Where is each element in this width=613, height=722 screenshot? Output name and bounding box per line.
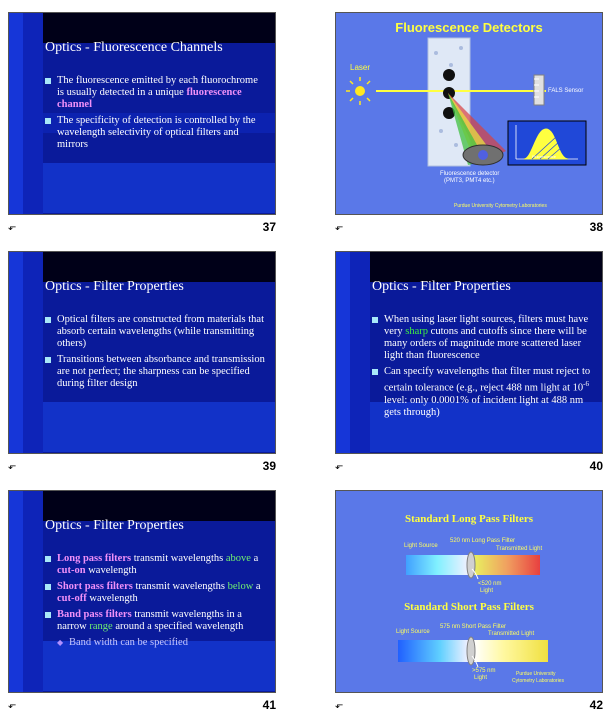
slide-number: 40 [589,459,603,473]
slide-footer [8,698,276,718]
slide-left-bar [23,252,43,453]
cell-particle-icon [443,87,455,99]
slide-number: 39 [262,459,276,473]
slide-title: Optics - Fluorescence Channels [45,40,223,55]
slide-41-cell [8,490,276,722]
slide-footer [335,220,603,240]
slide-39[interactable] [8,251,276,454]
notes-icon[interactable]: ⬐ [335,222,344,233]
sp-source-label: Light Source [396,629,430,635]
short-pass-output-beam [474,640,548,662]
bullet-item: When using laser light sources, filters must have very sharp cutons and cutoffs since there will be many orders of magnitude more scattered laser light than fluorescence [372,314,594,362]
sub-bullet-item: ◆ Band width can be specified [45,637,267,649]
slide-37[interactable] [8,12,276,215]
credit-text: Purdue University [516,671,556,677]
detector-label: Fluorescence detector [440,171,500,177]
notes-icon[interactable]: ⬐ [8,700,17,711]
bullet-list [372,314,594,423]
slide-footer [335,459,603,479]
bullet-list [45,314,267,394]
bullet-item: Short pass filters transmit wavelengths below a cut-off wavelength [45,581,267,605]
slide-left-bar [9,491,23,692]
bullet-item: Band pass filters transmit wavelengths in a narrow range around a specified wavelength [45,609,267,633]
slide-40[interactable] [335,251,603,454]
laser-source-icon [355,86,365,96]
laser-label: Laser [350,63,371,72]
slide-number: 41 [262,698,276,712]
histogram-axis-label: Fluorescence [532,154,557,159]
lp-blocked-label: Light [480,588,494,594]
slide-42[interactable] [335,490,603,693]
notes-icon[interactable]: ⬐ [8,222,17,233]
long-pass-input-beam [406,555,468,575]
bullet-item: Optical filters are constructed from materials that absorb certain wavelengths (while transmitting others) [45,314,267,350]
slide-38-cell [335,12,603,244]
slide-title: Optics - Filter Properties [45,279,184,294]
long-pass-output-beam [474,555,540,575]
slide-left-bar [9,13,23,214]
bullet-item: Can specify wavelengths that filter must reject to certain tolerance (e.g., reject 488 nm light at $10^{-6}$ level: only 0.0001% of incident light at 488 nm gets through) [372,366,594,419]
sp-filter-label: 575 nm Short Pass Filter [440,624,507,630]
slide-left-bar [336,252,350,453]
sp-transmitted-label: Transmitted Light [488,631,535,637]
bullet-item: Transitions between absorbance and transmission are not perfect; the sharpness can be specified during filter design [45,354,267,390]
fluorescence-detector-diagram [336,13,603,215]
sp-blocked-label: >575 nm [472,668,496,674]
sp-blocked-label: Light [474,675,488,681]
slide-title: Optics - Filter Properties [372,279,511,294]
slide-38[interactable] [335,12,603,215]
slide-left-bar [23,13,43,214]
slide-number: 37 [262,220,276,234]
slide-40-cell [335,251,603,483]
slide-band [9,163,275,213]
lp-blocked-label: <520 nm [478,581,502,587]
detector-label: (PMT3, PMT4 etc.) [444,178,495,184]
slide-left-bar [23,491,43,692]
bullet-list [45,75,267,155]
credit-text: Cytometry Laboratories [512,678,564,684]
slide-39-cell [8,251,276,483]
bullet-list [45,553,267,652]
slide-number: 38 [589,220,603,234]
slide-top-bar [9,13,275,43]
bullet-item: The fluorescence emitted by each fluorochrome is usually detected in a unique fluorescence channel [45,75,267,111]
slide-title: Optics - Filter Properties [45,518,184,533]
lp-filter-label: 520 nm Long Pass Filter [450,538,516,544]
slide-37-cell [8,12,276,244]
slide-top-bar [9,491,275,521]
lp-source-label: Light Source [404,543,438,549]
slide-footer [8,220,276,240]
notes-icon[interactable]: ⬐ [335,700,344,711]
cell-particle-icon [443,69,455,81]
lp-transmitted-label: Transmitted Light [496,546,543,552]
slide-left-bar [9,252,23,453]
filter-diagram [336,491,603,693]
long-pass-filter-icon [467,552,475,578]
notes-icon[interactable]: ⬐ [8,461,17,472]
fals-label: FALS Sensor [548,88,584,94]
slide-title: Fluorescence Detectors [395,20,543,35]
credit-text: Purdue University Cytometry Laboratories [454,203,547,209]
short-pass-filter-icon [467,637,475,665]
slide-41[interactable] [8,490,276,693]
slide-42-cell [335,490,603,722]
slide-top-bar [336,252,602,282]
long-pass-title: Standard Long Pass Filters [404,513,534,525]
short-pass-input-beam [398,640,468,662]
slide-footer [8,459,276,479]
slide-top-bar [9,252,275,282]
detector-lens-icon [478,150,488,160]
slide-band [9,402,275,452]
bullet-item: The specificity of detection is controlled by the wavelength selectivity of optical filters and mirrors [45,115,267,151]
notes-icon[interactable]: ⬐ [335,461,344,472]
short-pass-title: Standard Short Pass Filters [404,601,534,613]
slide-left-bar [350,252,370,453]
bullet-item: Long pass filters transmit wavelengths above a cut-on wavelength [45,553,267,577]
slide-footer [335,698,603,718]
slide-number: 42 [589,698,603,712]
